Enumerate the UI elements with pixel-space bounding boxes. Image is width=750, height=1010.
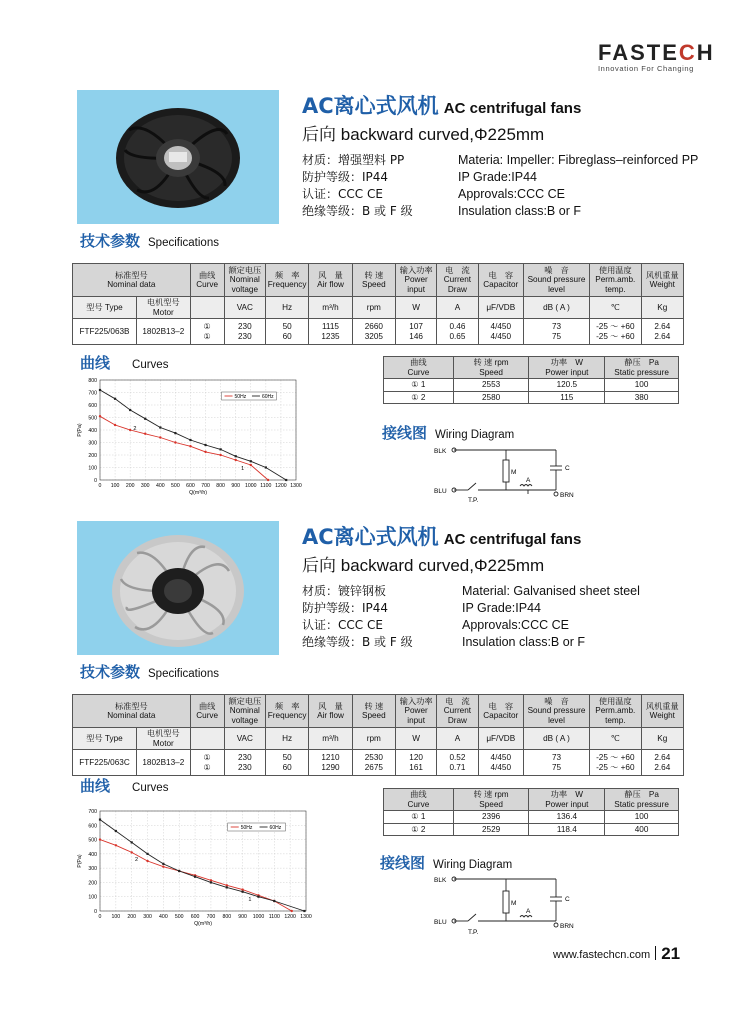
header-sound: 噪 音 Sound pressure level <box>523 264 589 297</box>
legend-label-50Hz: 50Hz <box>234 394 247 400</box>
x-tick-label: 1200 <box>275 483 287 489</box>
logo-tagline: Innovation For Changing <box>598 64 694 73</box>
x-tick-label: 0 <box>98 483 102 489</box>
series-point-50Hz <box>291 910 293 912</box>
series-point-60Hz <box>273 900 275 902</box>
product-subtitle: 后向 backward curved,Φ225mm <box>302 125 545 144</box>
header-airflow: 风 量 Air flow <box>309 695 352 728</box>
x-tick-label: 800 <box>222 914 232 920</box>
x-tick-label: 1300 <box>300 914 312 920</box>
series-point-50Hz <box>219 454 221 456</box>
model-cell: FTF225/063C <box>73 750 137 776</box>
y-axis-label: P(Pa) <box>77 423 83 437</box>
header-curve: 曲线 Curve <box>190 695 224 728</box>
motor-cell: 1802B13–2 <box>136 319 190 345</box>
curve-annotation-1: 1 <box>248 897 252 903</box>
wire-label-blk: BLK <box>434 877 447 884</box>
page-number: 21 <box>661 944 681 963</box>
spec-ip-cn: 防护等级：IP44 <box>302 601 389 615</box>
series-point-50Hz <box>189 445 191 447</box>
x-axis-label: Q(m³/h) <box>194 921 212 927</box>
x-tick-label: 800 <box>216 483 225 489</box>
header-nominal-data: 标准型号 Nominal data <box>73 695 191 728</box>
legend-label-50Hz: 50Hz <box>240 825 253 831</box>
wiring-diagram-2 <box>430 871 590 937</box>
y-tick-label: 700 <box>88 809 97 815</box>
series-line-60Hz <box>100 390 286 480</box>
wiring-heading: 接线图 Wiring Diagram <box>380 854 513 872</box>
x-tick-label: 100 <box>111 914 121 920</box>
spec-material-en: Material: Galvanised sheet steel <box>462 584 640 598</box>
curve-row: ① 2 2529 118.4 400 <box>384 823 679 836</box>
x-tick-label: 0 <box>98 914 102 920</box>
y-axis-label: P(Pa) <box>77 854 83 868</box>
series-point-60Hz <box>115 830 117 832</box>
series-point-50Hz <box>144 433 146 435</box>
wire-label-a: A <box>526 908 531 915</box>
spec-insulation-cn: 绝缘等级：B 或 F 级 <box>302 204 413 218</box>
curve-annotation-1: 1 <box>241 466 245 472</box>
spec-table <box>72 263 684 345</box>
series-point-50Hz <box>174 441 176 443</box>
wiring-diagram-1 <box>430 442 590 504</box>
header-curve: 曲线 Curve <box>190 264 224 297</box>
x-tick-label: 300 <box>140 483 150 489</box>
curve-row: ① 1 2396 136.4 100 <box>384 811 679 824</box>
series-point-60Hz <box>159 426 161 428</box>
header-temp: 使用温度 Perm.amb. temp. <box>590 695 642 728</box>
page-footer <box>553 944 680 964</box>
header-frequency: 频 率 Frequency <box>265 695 308 728</box>
y-tick-label: 0 <box>94 909 97 915</box>
x-tick-label: 200 <box>125 483 135 489</box>
curve-annotation-2: 2 <box>133 426 137 432</box>
y-tick-label: 100 <box>88 894 97 901</box>
header-temp: 使用温度 Perm.amb. temp. <box>590 264 642 297</box>
series-point-60Hz <box>220 448 222 450</box>
series-point-60Hz <box>235 455 237 457</box>
series-point-50Hz <box>204 451 206 453</box>
series-point-60Hz <box>242 891 244 893</box>
series-point-60Hz <box>303 910 305 912</box>
x-tick-label: 1100 <box>260 483 272 489</box>
x-tick-label: 1000 <box>252 914 265 920</box>
x-tick-label: 300 <box>143 914 152 920</box>
spec-ip-cn: 防护等级：IP44 <box>302 170 389 184</box>
wire-label-c: C <box>565 896 570 903</box>
spec-units-row: 型号 Type 电机型号 Motor VAC Hz m³/h rpm W A μF/VDB dB ( A ) ℃ Kg <box>73 297 684 319</box>
series-point-60Hz <box>257 896 259 898</box>
series-point-60Hz <box>174 432 176 434</box>
spec-approvals-cn: 认证：CCC CE <box>302 187 383 201</box>
header-speed: 转 速 Speed <box>352 264 395 297</box>
spec-list-en <box>462 583 640 651</box>
x-tick-label: 500 <box>171 483 180 489</box>
y-tick-label: 400 <box>88 851 97 858</box>
footer-url[interactable]: www.fastechcn.com <box>553 949 651 961</box>
x-tick-label: 700 <box>201 483 210 489</box>
x-tick-label: 500 <box>174 914 184 920</box>
wire-label-brn: BRN <box>560 923 574 930</box>
series-point-60Hz <box>210 881 212 883</box>
wire-label-tp: T.P. <box>468 497 479 504</box>
fan-photo-plastic <box>77 90 279 224</box>
spec-units-row: 型号 Type 电机型号 Motor VAC Hz m³/h rpm W A μF/VDB dB ( A ) ℃ Kg <box>73 728 684 750</box>
specifications-heading: 技术参数 Specifications <box>80 232 219 250</box>
series-point-50Hz <box>115 844 117 846</box>
model-cell: FTF225/063B <box>73 319 137 345</box>
x-tick-label: 1200 <box>284 914 296 920</box>
series-point-60Hz <box>129 409 131 411</box>
performance-chart-1 <box>76 376 316 502</box>
wire-label-brn: BRN <box>560 492 574 499</box>
curves-heading: 曲线 Curves <box>80 354 169 372</box>
spec-approvals-en: Approvals:CCC CE <box>462 618 569 632</box>
series-point-60Hz <box>194 876 196 878</box>
x-tick-label: 400 <box>155 483 165 489</box>
spec-ip-en: IP Grade:IP44 <box>462 601 541 615</box>
x-tick-label: 200 <box>127 914 137 920</box>
header-capacitor: 电 容 Capacitor <box>478 264 523 297</box>
curves-heading: 曲线 Curves <box>80 777 169 795</box>
legend-label-60Hz: 60Hz <box>269 825 282 831</box>
series-point-50Hz <box>250 464 252 466</box>
series-point-50Hz <box>114 424 116 426</box>
header-voltage: 额定电压 Nominal voltage <box>224 695 265 728</box>
specifications-heading: 技术参数 Specifications <box>80 663 219 681</box>
series-point-60Hz <box>99 818 101 820</box>
curve-header-row: 曲线 Curve 转 速 rpm Speed 功率 W Power input 静压 Pa Static pressure <box>384 789 679 811</box>
series-point-60Hz <box>189 439 191 441</box>
header-voltage: 额定电压 Nominal voltage <box>224 264 265 297</box>
spec-approvals-cn: 认证：CCC CE <box>302 618 383 632</box>
brand-logo <box>598 40 718 73</box>
series-point-60Hz <box>250 460 252 462</box>
wire-label-c: C <box>565 465 570 472</box>
spec-insulation-cn: 绝缘等级：B 或 F 级 <box>302 635 413 649</box>
spec-ip-en: IP Grade:IP44 <box>458 170 537 184</box>
y-tick-label: 200 <box>88 453 97 459</box>
header-speed: 转 速 Speed <box>352 695 395 728</box>
x-tick-label: 1000 <box>244 483 257 489</box>
spec-material-cn: 材质：镀锌钢板 <box>302 584 387 598</box>
series-point-60Hz <box>178 870 180 872</box>
series-point-60Hz <box>114 398 116 400</box>
y-tick-label: 0 <box>94 478 97 484</box>
wire-label-m: M <box>511 469 517 476</box>
series-point-60Hz <box>131 841 133 843</box>
series-point-60Hz <box>265 466 267 468</box>
y-tick-label: 600 <box>88 403 97 409</box>
header-weight: 风机重量 Weight <box>641 264 683 297</box>
product-subtitle: 后向 backward curved,Φ225mm <box>302 556 545 575</box>
header-weight: 风机重量 Weight <box>641 695 683 728</box>
spec-list-cn <box>302 583 413 651</box>
series-point-60Hz <box>99 389 101 391</box>
series-point-50Hz <box>146 860 148 862</box>
wire-label-a: A <box>526 477 531 484</box>
header-capacitor: 电 容 Capacitor <box>478 695 523 728</box>
spec-material-en: Materia: Impeller: Fibreglass–reinforced PP <box>458 153 699 167</box>
x-tick-label: 400 <box>159 914 168 920</box>
spec-insulation-en: Insulation class:B or F <box>462 635 585 649</box>
footer-divider <box>655 946 656 960</box>
series-point-50Hz <box>99 415 101 417</box>
y-tick-label: 800 <box>88 378 97 384</box>
spec-data-row: FTF225/063C 1802B13–2 ① ① 230 230 50 60 1210 1290 2530 2675 120 161 0.52 0.71 4/450 4/450 73 75 -25 ～ +60 -25 ～ +60 2.64 2.64 <box>73 750 684 776</box>
curve-table <box>383 356 679 404</box>
header-current: 电 流 Current Draw <box>437 264 478 297</box>
x-tick-label: 900 <box>238 914 247 920</box>
y-tick-label: 200 <box>88 880 97 887</box>
spec-insulation-en: Insulation class:B or F <box>458 204 581 218</box>
x-tick-label: 1300 <box>290 483 302 489</box>
x-tick-label: 100 <box>110 483 120 489</box>
header-frequency: 频 率 Frequency <box>265 264 308 297</box>
curve-annotation-2: 2 <box>135 857 139 863</box>
y-tick-label: 700 <box>88 390 97 397</box>
series-point-60Hz <box>146 853 148 855</box>
wiring-heading: 接线图 Wiring Diagram <box>382 424 515 442</box>
spec-list-en <box>458 152 698 220</box>
curve-row: ① 1 2553 120.5 100 <box>384 379 679 392</box>
spec-list-cn <box>302 152 413 220</box>
x-tick-label: 600 <box>190 914 200 920</box>
header-airflow: 风 量 Air flow <box>309 264 352 297</box>
header-power: 输入功率 Power input <box>396 695 437 728</box>
series-line-60Hz <box>100 820 304 911</box>
x-tick-label: 700 <box>206 914 216 920</box>
wire-label-tp: T.P. <box>468 929 479 936</box>
header-sound: 噪 音 Sound pressure level <box>523 695 589 728</box>
legend-label-60Hz: 60Hz <box>261 394 274 400</box>
spec-material-cn: 材质：增强塑料 PP <box>302 153 405 167</box>
series-point-50Hz <box>130 851 132 853</box>
curve-table <box>383 788 679 836</box>
spec-data-row: FTF225/063B 1802B13–2 ① ① 230 230 50 60 1115 1235 2660 3205 107 146 0.46 0.65 4/450 4/450 73 75 -25 ～ +60 -25 ～ +60 2.64 2.64 <box>73 319 684 345</box>
series-point-50Hz <box>159 436 161 438</box>
y-tick-label: 400 <box>88 428 97 434</box>
y-tick-label: 300 <box>88 866 97 873</box>
spec-approvals-en: Approvals:CCC CE <box>458 187 565 201</box>
series-point-50Hz <box>99 838 101 840</box>
series-point-50Hz <box>129 429 131 431</box>
wire-label-m: M <box>511 900 517 907</box>
series-point-50Hz <box>241 888 243 890</box>
y-tick-label: 500 <box>88 837 97 844</box>
wire-label-blk: BLK <box>434 448 447 455</box>
series-point-60Hz <box>285 479 287 481</box>
series-point-50Hz <box>226 884 228 886</box>
y-tick-label: 600 <box>88 823 97 830</box>
series-point-60Hz <box>226 886 228 888</box>
motor-cell: 1802B13–2 <box>136 750 190 776</box>
performance-chart-2 <box>76 807 326 933</box>
wire-label-blu: BLU <box>434 919 447 926</box>
spec-table <box>72 694 684 776</box>
fan-photo-steel <box>77 521 279 655</box>
logo-wordmark: FASTECH <box>598 40 715 65</box>
series-point-50Hz <box>267 479 269 481</box>
header-nominal-data: 标准型号 Nominal data <box>73 264 191 297</box>
header-power: 输入功率 Power input <box>396 264 437 297</box>
curve-row: ① 2 2580 115 380 <box>384 391 679 404</box>
y-tick-label: 500 <box>88 415 97 422</box>
series-point-60Hz <box>162 863 164 865</box>
series-point-60Hz <box>204 444 206 446</box>
x-tick-label: 600 <box>186 483 195 489</box>
series-point-50Hz <box>210 879 212 881</box>
x-tick-label: 900 <box>231 483 241 489</box>
series-point-60Hz <box>144 418 146 420</box>
header-current: 电 流 Current Draw <box>437 695 478 728</box>
series-point-50Hz <box>162 866 164 868</box>
y-tick-label: 300 <box>88 440 97 447</box>
curve-header-row: 曲线 Curve 转 速 rpm Speed 功率 W Power input 静压 Pa Static pressure <box>384 357 679 379</box>
product-title: AC离心式风机 AC centrifugal fans <box>302 94 582 118</box>
product-title: AC离心式风机 AC centrifugal fans <box>302 525 582 549</box>
series-point-50Hz <box>234 459 236 461</box>
y-tick-label: 100 <box>88 465 97 472</box>
x-tick-label: 1100 <box>268 914 280 920</box>
x-axis-label: Q(m³/h) <box>189 490 207 496</box>
wire-label-blu: BLU <box>434 488 447 495</box>
spec-header-row <box>73 695 684 728</box>
spec-header-row <box>73 264 684 297</box>
